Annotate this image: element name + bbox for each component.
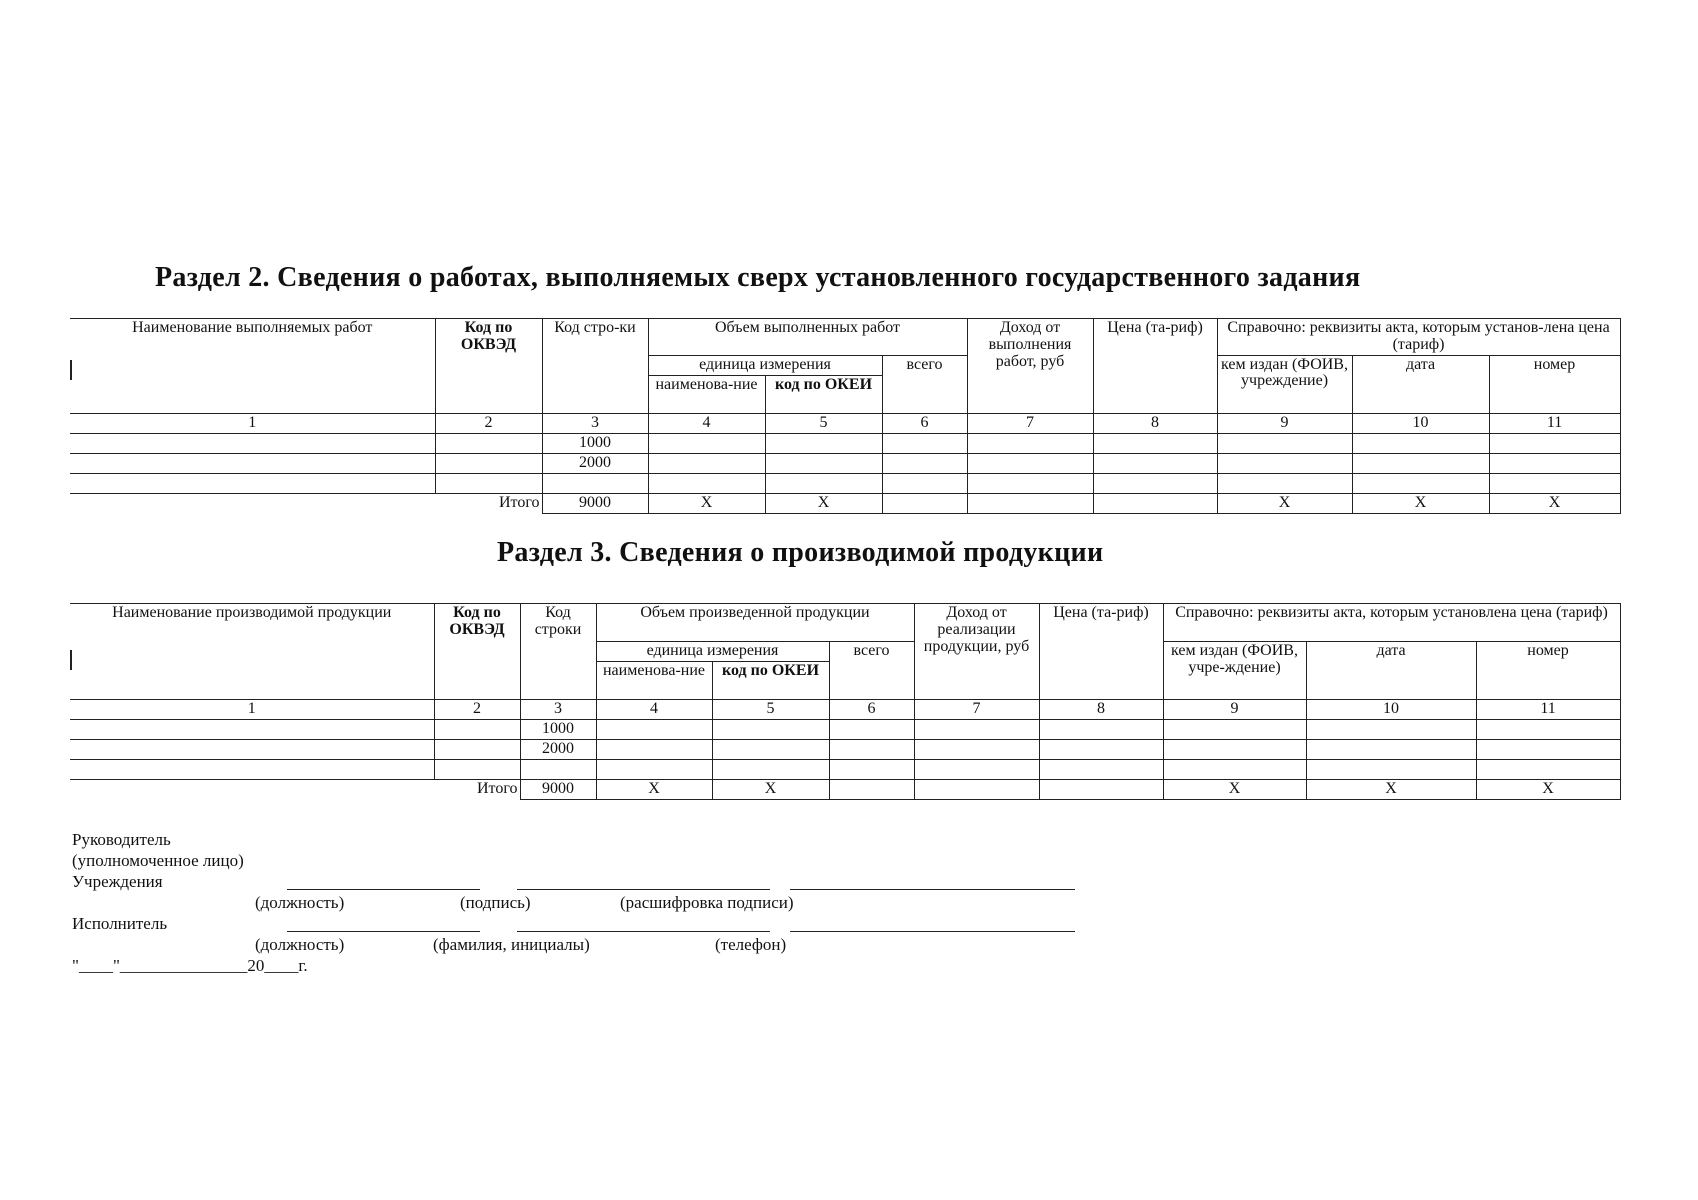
cell[interactable] (914, 720, 1039, 740)
cell[interactable] (1217, 473, 1352, 493)
head-label-institution: Учреждения (72, 872, 163, 891)
cell[interactable] (1352, 453, 1489, 473)
header-date: дата (1306, 642, 1476, 700)
total-cell: Х (1306, 780, 1476, 800)
cell[interactable] (712, 720, 829, 740)
col-num: 6 (829, 700, 914, 720)
total-cell: Х (1352, 493, 1489, 513)
decoding-line[interactable] (790, 889, 1075, 890)
position-line[interactable] (287, 889, 480, 890)
cell[interactable] (1039, 760, 1163, 780)
name-initials-caption: (фамилия, инициалы) (433, 935, 590, 954)
total-cell: Х (712, 780, 829, 800)
header-okved: Код по ОКВЭД (434, 604, 520, 700)
cell-row-code: 2000 (542, 453, 648, 473)
cell[interactable] (914, 740, 1039, 760)
cell[interactable] (829, 720, 914, 740)
section3-title: Раздел 3. Сведения о производимой продукции (497, 537, 1104, 568)
cell[interactable] (1306, 740, 1476, 760)
date-line[interactable]: "____"_______________20____г. (72, 956, 308, 975)
cell[interactable] (914, 760, 1039, 780)
total-cell: Х (765, 493, 882, 513)
col-num: 6 (882, 413, 967, 433)
cell-row-code: 2000 (520, 740, 596, 760)
cell[interactable] (1306, 760, 1476, 780)
header-okved: Код по ОКВЭД (435, 319, 542, 414)
total-code: 9000 (542, 493, 648, 513)
cell[interactable] (1093, 453, 1217, 473)
total-cell: Х (1476, 780, 1620, 800)
position-caption: (должность) (255, 893, 345, 912)
header-unit-okei: код по ОКЕИ (712, 662, 829, 700)
column-numbers-row (70, 413, 1620, 433)
header-name: Наименование производимой продукции (70, 604, 434, 700)
cell[interactable] (882, 433, 967, 453)
table-row (70, 473, 1620, 493)
total-cell[interactable] (882, 493, 967, 513)
cell-name[interactable] (70, 720, 434, 740)
header-unit-okei: код по ОКЕИ (765, 375, 882, 413)
total-row (70, 780, 1620, 800)
col-num: 9 (1217, 413, 1352, 433)
header-unit-name: наименова-ние (648, 375, 765, 413)
cell[interactable] (882, 453, 967, 473)
cell[interactable] (648, 473, 765, 493)
executor-label: Исполнитель (72, 914, 168, 933)
header-row-code: Код стро-ки (542, 319, 648, 414)
col-num: 11 (1489, 413, 1620, 433)
cell-row-code: 1000 (520, 720, 596, 740)
cell[interactable] (1306, 720, 1476, 740)
header-issued-by: кем издан (ФОИВ, учре-ждение) (1163, 642, 1306, 700)
header-name: Наименование выполняемых работ (70, 319, 435, 414)
cell[interactable] (648, 453, 765, 473)
cell[interactable] (648, 433, 765, 453)
section2-table (70, 318, 1621, 514)
header-number: номер (1476, 642, 1620, 700)
total-cell[interactable] (829, 780, 914, 800)
header-row-code: Код строки (520, 604, 596, 700)
header-price: Цена (та-риф) (1093, 319, 1217, 414)
decoding-caption: (расшифровка подписи) (620, 893, 794, 912)
cell[interactable] (765, 453, 882, 473)
cell-name[interactable] (70, 473, 435, 493)
section2-title: Раздел 2. Сведения о работах, выполняемых сверх установленного государственного задания (155, 262, 1361, 293)
col-num: 7 (914, 700, 1039, 720)
col-num: 2 (435, 413, 542, 433)
column-numbers-row (70, 700, 1620, 720)
executor-phone-line[interactable] (790, 931, 1075, 932)
col-num: 8 (1039, 700, 1163, 720)
header-income: Доход от выполнения работ, руб (967, 319, 1093, 414)
col-num: 5 (765, 413, 882, 433)
cell-name[interactable] (70, 433, 435, 453)
total-label: Итого (70, 780, 520, 800)
total-label: Итого (70, 493, 542, 513)
col-num: 7 (967, 413, 1093, 433)
total-cell: Х (1217, 493, 1352, 513)
total-cell: Х (648, 493, 765, 513)
col-num: 10 (1306, 700, 1476, 720)
head-label: Руководитель (72, 830, 171, 849)
cell-row-code: 1000 (542, 433, 648, 453)
header-unit: единица измерения (596, 642, 829, 662)
header-volume: Объем выполненных работ (648, 319, 967, 356)
cell[interactable] (1039, 720, 1163, 740)
total-cell[interactable] (967, 493, 1093, 513)
col-num: 1 (70, 413, 435, 433)
total-cell[interactable] (1093, 493, 1217, 513)
table-row (70, 720, 1620, 740)
table-row (70, 740, 1620, 760)
header-price: Цена (та-риф) (1039, 604, 1163, 700)
cell-row-code (542, 473, 648, 493)
cell[interactable] (1217, 433, 1352, 453)
cell[interactable] (967, 433, 1093, 453)
col-num: 9 (1163, 700, 1306, 720)
cell[interactable] (967, 473, 1093, 493)
cell[interactable] (1476, 740, 1620, 760)
cell[interactable] (1476, 720, 1620, 740)
head-label-authorized: (уполномоченное лицо) (72, 851, 244, 870)
header-volume: Объем произведенной продукции (596, 604, 914, 642)
header-unit-name: наименова-ние (596, 662, 712, 700)
header-total: всего (882, 355, 967, 413)
cell[interactable] (967, 453, 1093, 473)
total-cell[interactable] (1039, 780, 1163, 800)
total-cell: Х (596, 780, 712, 800)
col-num: 3 (520, 700, 596, 720)
cell-okved[interactable] (435, 473, 542, 493)
phone-caption: (телефон) (715, 935, 787, 954)
col-num: 8 (1093, 413, 1217, 433)
header-date: дата (1352, 355, 1489, 413)
cell[interactable] (765, 433, 882, 453)
cell-name[interactable] (70, 453, 435, 473)
col-num: 2 (434, 700, 520, 720)
cell[interactable] (765, 473, 882, 493)
cell[interactable] (1217, 453, 1352, 473)
executor-name-line[interactable] (517, 931, 770, 932)
cell[interactable] (1489, 473, 1620, 493)
total-cell: Х (1163, 780, 1306, 800)
table-row (70, 433, 1620, 453)
header-unit: единица измерения (648, 355, 882, 375)
table-row (70, 453, 1620, 473)
cell-okved[interactable] (434, 720, 520, 740)
cell[interactable] (596, 720, 712, 740)
cell-okved[interactable] (435, 453, 542, 473)
header-issued-by: кем издан (ФОИВ, учреждение) (1217, 355, 1352, 413)
col-num: 5 (712, 700, 829, 720)
executor-position-line[interactable] (287, 931, 480, 932)
cell[interactable] (1093, 473, 1217, 493)
cell[interactable] (712, 740, 829, 760)
col-num: 3 (542, 413, 648, 433)
cell-okved[interactable] (434, 760, 520, 780)
cell[interactable] (596, 760, 712, 780)
cell-name[interactable] (70, 760, 434, 780)
cell[interactable] (1352, 433, 1489, 453)
col-num: 11 (1476, 700, 1620, 720)
header-number: номер (1489, 355, 1620, 413)
cell[interactable] (1093, 433, 1217, 453)
signature-line[interactable] (517, 889, 770, 890)
total-code: 9000 (520, 780, 596, 800)
cell[interactable] (1476, 760, 1620, 780)
section3-table (70, 603, 1621, 800)
cell-row-code (520, 760, 596, 780)
total-cell[interactable] (914, 780, 1039, 800)
cell[interactable] (596, 740, 712, 760)
cell[interactable] (1039, 740, 1163, 760)
cell-name[interactable] (70, 740, 434, 760)
col-num: 4 (648, 413, 765, 433)
header-reference: Справочно: реквизиты акта, которым установ-лена цена (тариф) (1217, 319, 1620, 356)
cell-okved[interactable] (434, 740, 520, 760)
signature-caption: (подпись) (460, 893, 531, 912)
header-reference: Справочно: реквизиты акта, которым установлена цена (тариф) (1163, 604, 1620, 642)
position2-caption: (должность) (255, 935, 345, 954)
header-income: Доход от реализации продукции, руб (914, 604, 1039, 700)
col-num: 10 (1352, 413, 1489, 433)
cell[interactable] (1163, 760, 1306, 780)
cell[interactable] (1163, 720, 1306, 740)
cell[interactable] (829, 740, 914, 760)
cell[interactable] (1352, 473, 1489, 493)
col-num: 4 (596, 700, 712, 720)
cell[interactable] (1489, 433, 1620, 453)
col-num: 1 (70, 700, 434, 720)
cell-okved[interactable] (435, 433, 542, 453)
cell[interactable] (1489, 453, 1620, 473)
cell[interactable] (829, 760, 914, 780)
cell[interactable] (882, 473, 967, 493)
cell[interactable] (712, 760, 829, 780)
table-row (70, 760, 1620, 780)
total-cell: Х (1489, 493, 1620, 513)
cell[interactable] (1163, 740, 1306, 760)
header-total: всего (829, 642, 914, 700)
total-row (70, 493, 1620, 513)
